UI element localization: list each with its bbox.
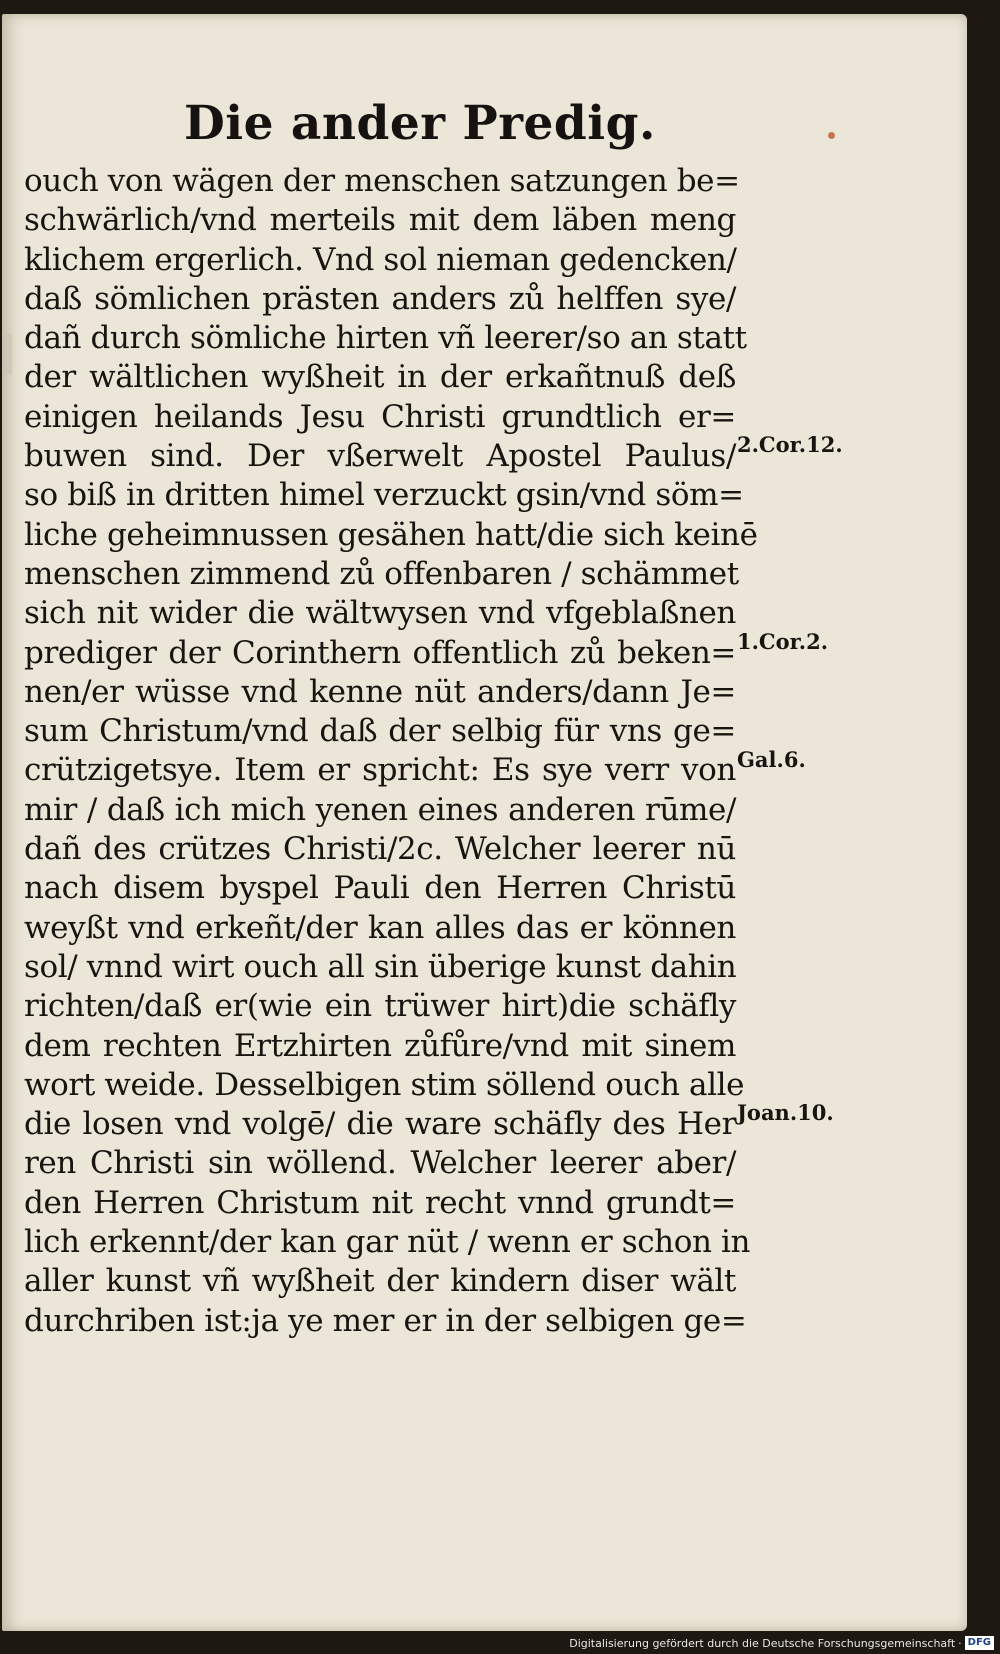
ink-spot — [828, 132, 835, 139]
text-line: aller kunst vñ wyßheit der kindern diser wält — [24, 1263, 736, 1300]
text-line: einigen heilands Jesu Christi grundtlich er= — [24, 398, 736, 435]
margin-note: 1.Cor.2. — [737, 628, 829, 654]
text-line: dem rechten Ertzhirten zůfůre/vnd mit sinem — [24, 1027, 736, 1064]
text-line: schwärlich/vnd merteils mit dem läben meng — [24, 202, 736, 239]
margin-note: Joan.10. — [737, 1100, 834, 1126]
text-line: weyßt vnd erkeñt/der kan alles das er können — [24, 909, 736, 946]
text-line: ren Christi sin wöllend. Welcher leerer aber/ — [24, 1145, 736, 1182]
text-line: liche geheimnussen gesähen hatt/die sich keinē — [24, 516, 758, 553]
text-line: daß sömlichen prästen anders zů helffen sye/ — [24, 280, 736, 317]
text-line: klichem ergerlich. Vnd sol nieman gedencken/ — [24, 241, 737, 278]
text-line: lich erkennt/der kan gar nüt / wenn er schon in — [24, 1224, 751, 1261]
text-line: sol/ vnnd wirt ouch all sin überige kunst dahin — [24, 948, 737, 985]
text-line: crützigetsye. Item er spricht: Es sye verr von — [24, 752, 736, 789]
body-text — [24, 162, 758, 1341]
book-page — [2, 14, 967, 1631]
text-line: sich nit wider die wältwysen vnd vfgeblaßnen — [24, 595, 736, 632]
text-line: sum Christum/vnd daß der selbig für vns ge= — [24, 713, 736, 750]
text-line: prediger der Corinthern offentlich zů beken= — [24, 634, 736, 671]
digitization-footer: Digitalisierung gefördert durch die Deutsche Forschungsgemeinschaft · DFG — [569, 1636, 994, 1650]
page-edge-shadow — [2, 334, 12, 374]
footer-text: Digitalisierung gefördert durch die Deutsche Forschungsgemeinschaft — [569, 1636, 956, 1650]
text-line: ouch von wägen der menschen satzungen be= — [24, 163, 740, 199]
text-line: den Herren Christum nit recht vnnd grundt= — [24, 1184, 736, 1221]
text-line: so biß in dritten himel verzuckt gsin/vnd söm= — [24, 477, 744, 514]
text-line: wort weide. Desselbigen stim söllend ouch alle — [24, 1066, 745, 1103]
running-head: Die ander Predig. — [184, 96, 656, 151]
text-line: nach disem byspel Pauli den Herren Christū — [24, 870, 736, 907]
margin-note: 2.Cor.12. — [737, 432, 843, 458]
text-line: durchriben ist:ja ye mer er in der selbigen ge= — [24, 1302, 747, 1339]
text-line: mir / daß ich mich yenen eines anderen rūme/ — [24, 791, 736, 828]
text-line: nen/er wüsse vnd kenne nüt anders/dann Je= — [24, 673, 736, 710]
margin-note: Gal.6. — [737, 746, 806, 772]
text-line: buwen sind. Der vßerwelt Apostel Paulus/ — [24, 438, 736, 475]
text-line: die losen vnd volgē/ die ware schäfly des Her — [24, 1106, 736, 1143]
text-line: dañ durch sömliche hirten vñ leerer/so an statt — [24, 320, 747, 357]
dfg-logo: DFG — [965, 1636, 994, 1650]
text-line: menschen zimmend zů offenbaren / schämmet — [24, 555, 739, 592]
text-line: dañ des crützes Christi/2c. Welcher leerer nū — [24, 831, 736, 868]
text-line: richten/daß er(wie ein trüwer hirt)die schäfly — [24, 988, 736, 1025]
text-line: der wältlichen wyßheit in der erkañtnuß deß — [24, 359, 736, 396]
